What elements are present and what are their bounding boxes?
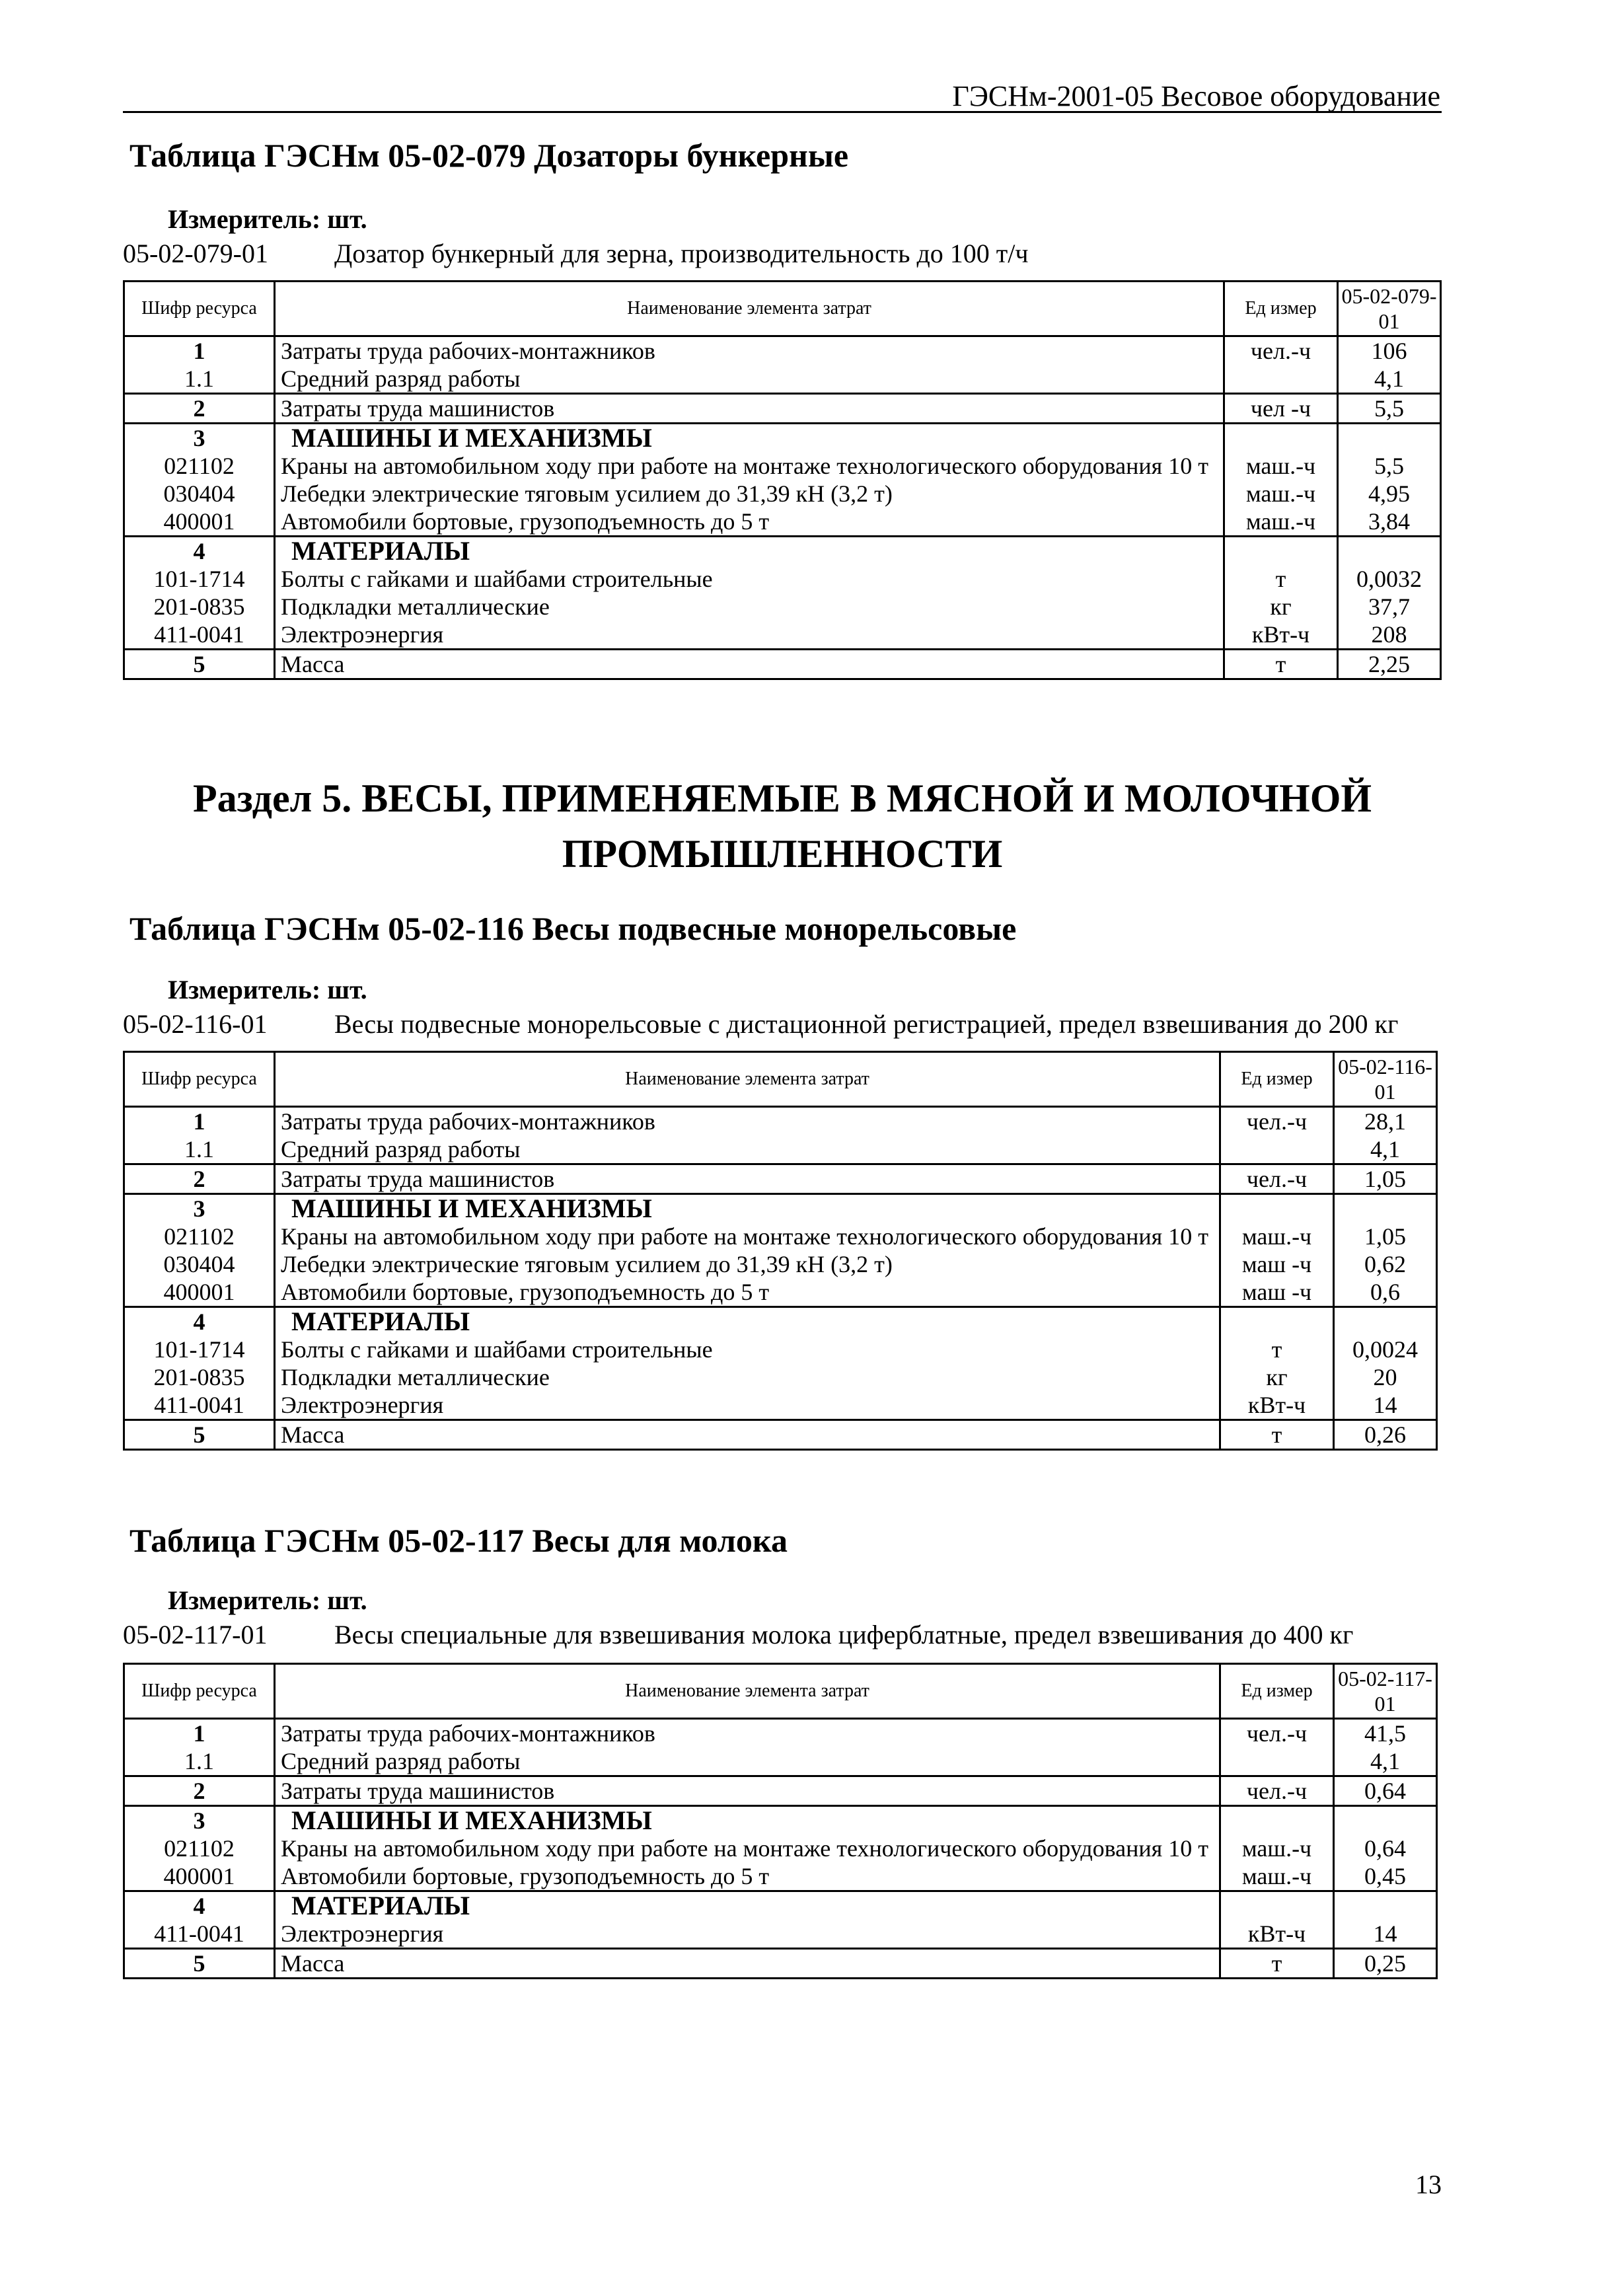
table-row: [124, 1719, 1437, 1748]
table-row: [124, 365, 1441, 394]
cell-cost-element: Электроэнергия: [275, 1920, 1220, 1949]
item-description: Весы специальные для взвешивания молока циферблатные, предел взвешивания до 400 кг: [334, 1620, 1354, 1649]
table-row: [124, 1806, 1437, 1835]
measurer-label: Измеритель: шт.: [168, 1585, 367, 1615]
table-header-row: [124, 1664, 1437, 1719]
cell-cost-element: Краны на автомобильном ходу при работе на монтаже технологического оборудования 10 т: [275, 1223, 1220, 1250]
cell-resource-code: 5: [124, 650, 275, 679]
column-header: Наименование элемента затрат: [275, 282, 1224, 336]
cell-unit: кг: [1220, 1363, 1334, 1391]
cell-cost-element: Автомобили бортовые, грузоподъемность до 5 т: [275, 1862, 1220, 1891]
cell-resource-code: 2: [124, 1776, 275, 1806]
cell-cost-element: Средний разряд работы: [275, 365, 1224, 394]
cell-cost-element: Подкладки металлические: [275, 593, 1224, 621]
cell-unit: маш.-ч: [1224, 480, 1338, 508]
table-row: [124, 1363, 1437, 1391]
cell-value: 4,1: [1334, 1747, 1437, 1776]
cell-unit: маш -ч: [1220, 1250, 1334, 1278]
cell-value: 0,26: [1334, 1420, 1437, 1450]
cell-unit: кВт-ч: [1220, 1391, 1334, 1420]
item-line: [123, 238, 1029, 269]
cell-unit: т: [1220, 1420, 1334, 1450]
cell-unit: кг: [1224, 593, 1338, 621]
measurer-label: Измеритель: шт.: [168, 975, 367, 1004]
cell-value: 0,0024: [1334, 1336, 1437, 1363]
cell-value: 41,5: [1334, 1719, 1437, 1748]
cell-unit: т: [1224, 650, 1338, 679]
header-rule: [123, 111, 1442, 113]
cell-unit: кВт-ч: [1224, 621, 1338, 650]
cell-resource-code: 3: [124, 1194, 275, 1223]
table-row: [124, 1307, 1437, 1336]
cell-cost-element: Затраты труда рабочих-монтажников: [275, 336, 1224, 365]
cell-resource-code: 201-0835: [124, 593, 275, 621]
cell-resource-code: 5: [124, 1420, 275, 1450]
cell-resource-code: 021102: [124, 1223, 275, 1250]
cell-unit: маш.-ч: [1220, 1223, 1334, 1250]
cell-cost-element: Лебедки электрические тяговым усилием до 31,39 кН (3,2 т): [275, 1250, 1220, 1278]
cell-resource-code: 3: [124, 1806, 275, 1835]
column-header: Ед измер: [1224, 282, 1338, 336]
cell-unit: [1220, 1806, 1334, 1835]
cell-unit: чел.-ч: [1220, 1719, 1334, 1748]
column-header: 05-02-117-01: [1334, 1664, 1437, 1719]
cell-cost-element: Затраты труда машинистов: [275, 394, 1224, 424]
cell-value: 4,1: [1338, 365, 1441, 394]
table-row: [124, 336, 1441, 365]
cell-unit: [1224, 424, 1338, 453]
cell-value: 1,05: [1334, 1223, 1437, 1250]
table-row: [124, 1336, 1437, 1363]
item-code: 05-02-079-01: [123, 239, 268, 268]
cell-value: 4,1: [1334, 1135, 1437, 1164]
cell-unit: маш.-ч: [1224, 508, 1338, 537]
section-heading-line: ПРОМЫШЛЕННОСТИ: [562, 832, 1003, 876]
cell-unit: чел.-ч: [1224, 336, 1338, 365]
table-row: [124, 1135, 1437, 1164]
table-row: [124, 1747, 1437, 1776]
cell-value: 0,25: [1334, 1949, 1437, 1979]
cell-unit: кВт-ч: [1220, 1920, 1334, 1949]
cell-unit: [1220, 1307, 1334, 1336]
cell-unit: [1220, 1135, 1334, 1164]
cell-unit: т: [1220, 1949, 1334, 1979]
cell-cost-element: Затраты труда машинистов: [275, 1776, 1220, 1806]
cell-value: 2,25: [1338, 650, 1441, 679]
cell-value: [1334, 1194, 1437, 1223]
cell-unit: т: [1224, 565, 1338, 593]
cell-value: 0,62: [1334, 1250, 1437, 1278]
table-row: [124, 593, 1441, 621]
table-row: [124, 621, 1441, 650]
cell-resource-code: 3: [124, 424, 275, 453]
cell-unit: чел -ч: [1224, 394, 1338, 424]
cost-table: [123, 1663, 1438, 1979]
cell-value: 208: [1338, 621, 1441, 650]
cell-unit: [1224, 537, 1338, 566]
table-row: [124, 508, 1441, 537]
cell-unit: маш -ч: [1220, 1278, 1334, 1307]
cell-unit: маш.-ч: [1224, 452, 1338, 480]
table-row: [124, 424, 1441, 453]
section-heading: [123, 771, 1442, 882]
item-code: 05-02-116-01: [123, 1009, 268, 1039]
table-title: Таблица ГЭСНм 05-02-116 Весы подвесные монорельсовые: [129, 910, 1017, 947]
column-header: 05-02-079-01: [1338, 282, 1441, 336]
cell-resource-code: 021102: [124, 452, 275, 480]
cell-unit: чел.-ч: [1220, 1164, 1334, 1194]
cell-resource-code: 1.1: [124, 1135, 275, 1164]
page-number: 13: [1415, 2170, 1442, 2199]
cell-value: 4,95: [1338, 480, 1441, 508]
cell-resource-code: 030404: [124, 480, 275, 508]
cell-cost-element: Автомобили бортовые, грузоподъемность до 5 т: [275, 508, 1224, 537]
cell-unit: [1220, 1194, 1334, 1223]
cell-resource-code: 1: [124, 1719, 275, 1748]
cell-cost-element: Болты с гайками и шайбами строительные: [275, 1336, 1220, 1363]
cell-unit: т: [1220, 1336, 1334, 1363]
column-header: Ед измер: [1220, 1664, 1334, 1719]
table-row: [124, 1107, 1437, 1136]
cell-resource-code: 201-0835: [124, 1363, 275, 1391]
item-code: 05-02-117-01: [123, 1620, 268, 1649]
cell-value: 0,45: [1334, 1862, 1437, 1891]
cell-unit: чел.-ч: [1220, 1776, 1334, 1806]
cell-resource-code: 5: [124, 1949, 275, 1979]
cell-cost-element: Краны на автомобильном ходу при работе на монтаже технологического оборудования 10 т: [275, 1835, 1220, 1862]
table-row: [124, 1278, 1437, 1307]
cell-cost-element: Затраты труда рабочих-монтажников: [275, 1719, 1220, 1748]
table-row: [124, 452, 1441, 480]
cell-resource-code: 101-1714: [124, 1336, 275, 1363]
cell-unit: маш.-ч: [1220, 1835, 1334, 1862]
cell-value: 0,64: [1334, 1776, 1437, 1806]
cell-resource-code: 021102: [124, 1835, 275, 1862]
cell-resource-code: 4: [124, 537, 275, 566]
cell-resource-code: 1: [124, 1107, 275, 1136]
section-heading-line: Раздел 5. ВЕСЫ, ПРИМЕНЯЕМЫЕ В МЯСНОЙ И МОЛОЧНОЙ: [192, 776, 1372, 820]
cell-cost-element: МАТЕРИАЛЫ: [275, 1891, 1220, 1920]
cell-cost-element: Подкладки металлические: [275, 1363, 1220, 1391]
running-header: ГЭСНм-2001-05 Весовое оборудование: [952, 80, 1440, 112]
table-row: [124, 565, 1441, 593]
cell-value: [1334, 1806, 1437, 1835]
table-header-row: [124, 1052, 1437, 1107]
table-row: [124, 537, 1441, 566]
table-row: [124, 1920, 1437, 1949]
cell-value: 106: [1338, 336, 1441, 365]
cell-cost-element: Электроэнергия: [275, 1391, 1220, 1420]
table-row: [124, 1891, 1437, 1920]
item-description: Дозатор бункерный для зерна, производительность до 100 т/ч: [334, 239, 1029, 268]
table-row: [124, 650, 1441, 679]
cell-cost-element: МАТЕРИАЛЫ: [275, 537, 1224, 566]
cell-cost-element: Краны на автомобильном ходу при работе на монтаже технологического оборудования 10 т: [275, 452, 1224, 480]
cell-resource-code: 1: [124, 336, 275, 365]
cell-cost-element: Болты с гайками и шайбами строительные: [275, 565, 1224, 593]
cell-resource-code: 400001: [124, 1862, 275, 1891]
column-header: 05-02-116-01: [1334, 1052, 1437, 1107]
cell-resource-code: 400001: [124, 1278, 275, 1307]
cell-cost-element: Масса: [275, 1949, 1220, 1979]
column-header: Наименование элемента затрат: [275, 1664, 1220, 1719]
cell-resource-code: 400001: [124, 508, 275, 537]
cell-value: 0,6: [1334, 1278, 1437, 1307]
table-row: [124, 1391, 1437, 1420]
cell-cost-element: МАШИНЫ И МЕХАНИЗМЫ: [275, 1806, 1220, 1835]
cell-cost-element: Электроэнергия: [275, 621, 1224, 650]
table-row: [124, 1835, 1437, 1862]
cell-resource-code: 4: [124, 1891, 275, 1920]
cell-cost-element: Средний разряд работы: [275, 1135, 1220, 1164]
table-row: [124, 480, 1441, 508]
table-row: [124, 1194, 1437, 1223]
cell-cost-element: МАТЕРИАЛЫ: [275, 1307, 1220, 1336]
cell-value: 5,5: [1338, 452, 1441, 480]
column-header: Шифр ресурса: [124, 282, 275, 336]
cell-value: 37,7: [1338, 593, 1441, 621]
cell-resource-code: 411-0041: [124, 1391, 275, 1420]
column-header: Шифр ресурса: [124, 1664, 275, 1719]
table-row: [124, 1949, 1437, 1979]
cell-resource-code: 030404: [124, 1250, 275, 1278]
cell-value: [1334, 1891, 1437, 1920]
column-header: Шифр ресурса: [124, 1052, 275, 1107]
cell-unit: чел.-ч: [1220, 1107, 1334, 1136]
cell-resource-code: 4: [124, 1307, 275, 1336]
cell-cost-element: Затраты труда рабочих-монтажников: [275, 1107, 1220, 1136]
cell-cost-element: Масса: [275, 650, 1224, 679]
cell-cost-element: Автомобили бортовые, грузоподъемность до 5 т: [275, 1278, 1220, 1307]
cell-cost-element: Затраты труда машинистов: [275, 1164, 1220, 1194]
cell-cost-element: Средний разряд работы: [275, 1747, 1220, 1776]
cell-value: [1338, 424, 1441, 453]
cell-value: 14: [1334, 1391, 1437, 1420]
cell-value: 1,05: [1334, 1164, 1437, 1194]
item-description: Весы подвесные монорельсовые с дистационной регистрацией, предел взвешивания до 200 кг: [334, 1009, 1399, 1039]
table-row: [124, 394, 1441, 424]
cost-table: [123, 1051, 1438, 1451]
cell-value: 28,1: [1334, 1107, 1437, 1136]
column-header: Наименование элемента затрат: [275, 1052, 1220, 1107]
cell-resource-code: 2: [124, 1164, 275, 1194]
cell-value: 0,0032: [1338, 565, 1441, 593]
cell-unit: [1220, 1747, 1334, 1776]
cell-resource-code: 2: [124, 394, 275, 424]
table-row: [124, 1164, 1437, 1194]
cell-value: 20: [1334, 1363, 1437, 1391]
cell-value: [1334, 1307, 1437, 1336]
cell-value: 3,84: [1338, 508, 1441, 537]
cell-unit: [1224, 365, 1338, 394]
cell-resource-code: 411-0041: [124, 1920, 275, 1949]
item-line: [123, 1619, 1353, 1650]
cell-cost-element: МАШИНЫ И МЕХАНИЗМЫ: [275, 1194, 1220, 1223]
table-row: [124, 1862, 1437, 1891]
measurer-label: Измеритель: шт.: [168, 204, 367, 234]
table-row: [124, 1420, 1437, 1450]
cost-table: [123, 280, 1442, 680]
item-line: [123, 1008, 1398, 1040]
cell-resource-code: 411-0041: [124, 621, 275, 650]
cell-cost-element: Лебедки электрические тяговым усилием до 31,39 кН (3,2 т): [275, 480, 1224, 508]
column-header: Ед измер: [1220, 1052, 1334, 1107]
cell-value: 0,64: [1334, 1835, 1437, 1862]
cell-value: 14: [1334, 1920, 1437, 1949]
cell-resource-code: 1.1: [124, 365, 275, 394]
table-title: Таблица ГЭСНм 05-02-117 Весы для молока: [129, 1522, 788, 1559]
table-title: Таблица ГЭСНм 05-02-079 Дозаторы бункерные: [129, 137, 849, 174]
cell-resource-code: 101-1714: [124, 565, 275, 593]
cell-cost-element: Масса: [275, 1420, 1220, 1450]
cell-value: [1338, 537, 1441, 566]
table-row: [124, 1223, 1437, 1250]
cell-cost-element: МАШИНЫ И МЕХАНИЗМЫ: [275, 424, 1224, 453]
table-row: [124, 1250, 1437, 1278]
cell-unit: маш.-ч: [1220, 1862, 1334, 1891]
cell-value: 5,5: [1338, 394, 1441, 424]
cell-unit: [1220, 1891, 1334, 1920]
table-row: [124, 1776, 1437, 1806]
cell-resource-code: 1.1: [124, 1747, 275, 1776]
table-header-row: [124, 282, 1441, 336]
